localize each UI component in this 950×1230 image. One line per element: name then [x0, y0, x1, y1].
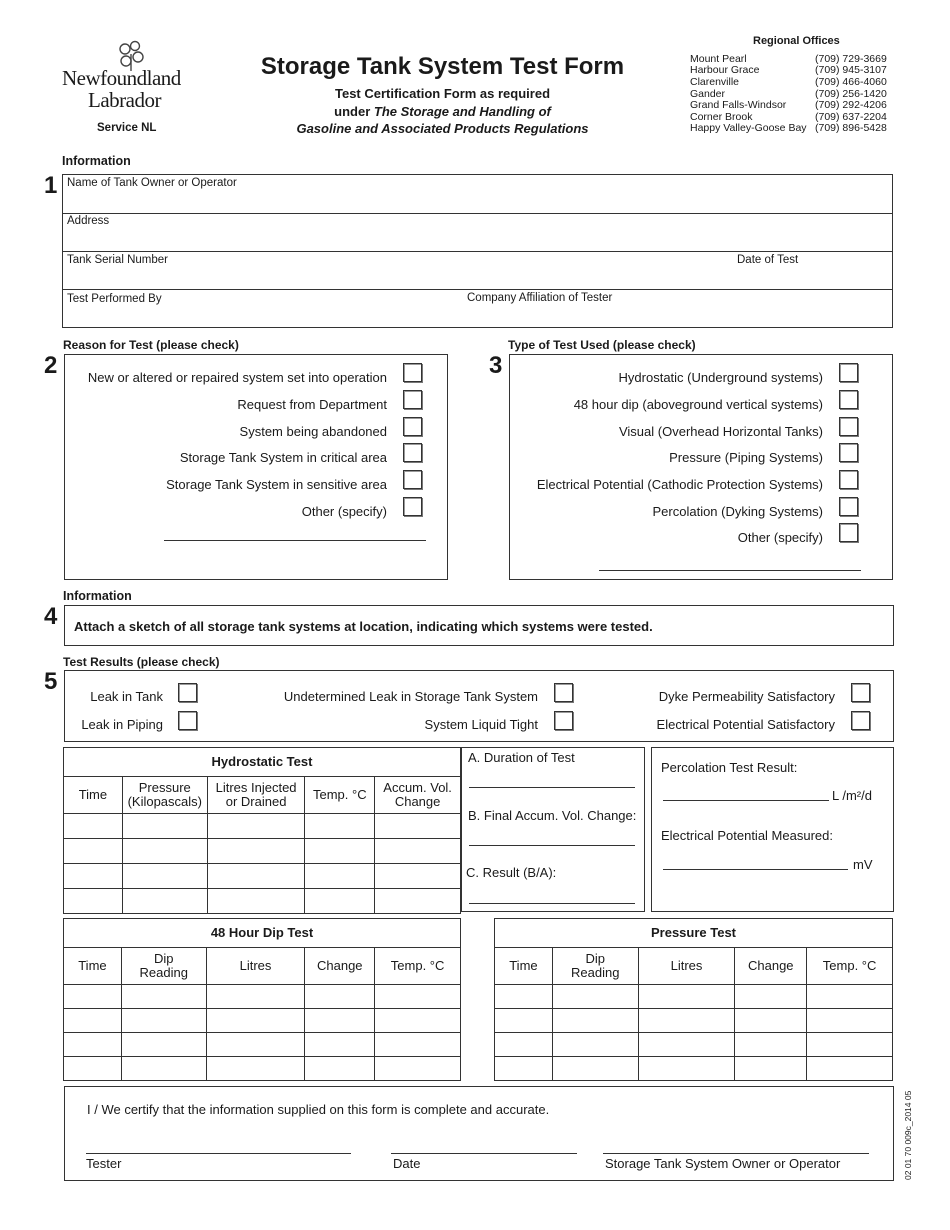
reason-checkbox-other[interactable]: [403, 497, 422, 516]
office-name: Grand Falls-Windsor: [690, 99, 787, 111]
test-type-label: Pressure (Piping Systems): [669, 450, 823, 465]
column-header-line: Accum. Vol.: [383, 780, 452, 795]
sketch-instruction-text: Attach a sketch of all storage tank systems at location, indicating which systems were tested.: [74, 619, 653, 634]
table-cell[interactable]: [305, 864, 375, 889]
table-cell[interactable]: [807, 1033, 893, 1057]
table-row: [64, 889, 461, 914]
duration-line[interactable]: [469, 787, 635, 788]
duration-label: A. Duration of Test: [468, 750, 575, 765]
tester-signature-line[interactable]: [86, 1153, 351, 1154]
table-cell[interactable]: [375, 839, 461, 864]
office-phone: (709) 256-1420: [815, 88, 887, 100]
column-header: Litres: [638, 948, 735, 985]
table-cell[interactable]: [735, 1009, 807, 1033]
regional-offices-heading: Regional Offices: [753, 35, 840, 47]
table-cell[interactable]: [64, 814, 123, 839]
office-name: Happy Valley-Goose Bay: [690, 122, 807, 134]
table-cell[interactable]: [64, 1033, 122, 1057]
reason-label: New or altered or repaired system set into operation: [87, 370, 387, 385]
office-name: Mount Pearl: [690, 53, 747, 65]
table-row: [64, 839, 461, 864]
table-cell[interactable]: [305, 1033, 375, 1057]
table-cell[interactable]: [495, 985, 553, 1009]
column-header: Change: [305, 948, 375, 985]
test-type-label: Other (specify): [737, 530, 823, 545]
logo-line1: Newfoundland: [62, 66, 181, 90]
table-cell[interactable]: [305, 839, 375, 864]
table-cell[interactable]: [122, 814, 207, 839]
office-name: Gander: [690, 88, 726, 100]
table-cell[interactable]: [122, 864, 207, 889]
hydrostatic-test-title: Hydrostatic Test: [64, 748, 461, 777]
test-type-label: Visual (Overhead Horizontal Tanks): [618, 424, 823, 439]
result-label: Leak in Tank: [90, 689, 163, 704]
percolation-line[interactable]: [663, 800, 829, 801]
office-name: Harbour Grace: [690, 64, 760, 76]
table-cell[interactable]: [121, 985, 206, 1009]
reason-checkbox-department[interactable]: [403, 390, 422, 409]
column-header: [552, 948, 638, 985]
test-type-checkbox-pressure[interactable]: [839, 443, 858, 462]
reason-checkbox-abandoned[interactable]: [403, 417, 422, 436]
divider: [62, 213, 893, 214]
table-cell[interactable]: [807, 985, 893, 1009]
table-cell[interactable]: [121, 1033, 206, 1057]
test-type-checkbox-hydrostatic[interactable]: [839, 363, 858, 382]
office-phone: (709) 896-5428: [815, 122, 887, 134]
table-cell[interactable]: [206, 985, 305, 1009]
reason-other-specify-line[interactable]: [164, 540, 426, 541]
owner-name-field[interactable]: Name of Tank Owner or Operator: [67, 177, 237, 189]
column-header: Litres: [206, 948, 305, 985]
form-code: 02 01 70 009c_2014 05: [903, 1090, 913, 1180]
result-label: Dyke Permeability Satisfactory: [658, 689, 835, 704]
result-ba-line[interactable]: [469, 903, 635, 904]
result-ba-label: C. Result (B/A):: [466, 865, 557, 880]
office-phone: (709) 292-4206: [815, 99, 887, 111]
column-header-line: Dip: [585, 951, 606, 966]
table-cell[interactable]: [122, 889, 207, 914]
column-header: Time: [64, 948, 122, 985]
table-cell[interactable]: [64, 864, 123, 889]
column-header-line: Change: [394, 794, 441, 809]
subtitle-1: Test Certification Form as required: [334, 86, 551, 101]
test-type-label: 48 hour dip (aboveground vertical systems): [573, 397, 823, 412]
table-cell[interactable]: [375, 1009, 461, 1033]
column-header: [121, 948, 206, 985]
table-row: [64, 814, 461, 839]
percolation-unit: L /m²/d: [832, 788, 872, 803]
office-name: Corner Brook: [690, 111, 753, 123]
section-3-number: 3: [489, 352, 503, 379]
table-row: [64, 864, 461, 889]
section-2-number: 2: [44, 352, 58, 379]
test-performed-by-field[interactable]: Test Performed By: [67, 293, 162, 305]
final-accum-line[interactable]: [469, 845, 635, 846]
table-cell[interactable]: [305, 985, 375, 1009]
table-cell[interactable]: [495, 1033, 553, 1057]
table-row: [64, 1033, 461, 1057]
table-cell[interactable]: [735, 1057, 807, 1081]
owner-signature-line[interactable]: [603, 1153, 869, 1154]
section-3-heading: Type of Test Used (please check): [508, 338, 696, 352]
table-cell[interactable]: [807, 1057, 893, 1081]
date-of-test-field[interactable]: Date of Test: [737, 254, 799, 266]
section-5-heading: Test Results (please check): [63, 655, 220, 669]
hydrostatic-test-table: [63, 747, 461, 914]
table-row: [495, 985, 893, 1009]
table-cell[interactable]: [638, 1009, 735, 1033]
percolation-label: Percolation Test Result:: [661, 760, 798, 775]
test-type-label: Percolation (Dyking Systems): [652, 504, 823, 519]
reason-box: [64, 354, 448, 580]
table-cell[interactable]: [375, 1033, 461, 1057]
subtitle-3: Gasoline and Associated Products Regulations: [296, 121, 589, 136]
table-cell[interactable]: [207, 814, 305, 839]
table-cell[interactable]: [122, 839, 207, 864]
column-header: [122, 777, 207, 814]
dip-test-table: [63, 918, 461, 1081]
result-checkbox-electrical-potential[interactable]: [851, 711, 870, 730]
column-header-line: or Drained: [225, 794, 287, 809]
column-header: Temp. °C: [305, 777, 375, 814]
table-cell[interactable]: [735, 1033, 807, 1057]
table-cell[interactable]: [552, 985, 638, 1009]
table-cell[interactable]: [207, 839, 305, 864]
table-cell[interactable]: [64, 839, 123, 864]
office-phone: (709) 637-2204: [815, 111, 887, 123]
result-checkbox-liquid-tight[interactable]: [554, 711, 573, 730]
column-header-line: Reading: [139, 965, 188, 980]
table-cell[interactable]: [305, 889, 375, 914]
date-signature-line[interactable]: [391, 1153, 577, 1154]
table-row: [495, 1033, 893, 1057]
section-1-heading: Information: [62, 154, 131, 168]
result-label: Leak in Piping: [81, 717, 163, 732]
section-4-number: 4: [44, 603, 58, 630]
table-cell[interactable]: [206, 1009, 305, 1033]
table-row: [64, 1009, 461, 1033]
tester-label: Tester: [86, 1156, 122, 1171]
column-header: [207, 777, 305, 814]
table-cell[interactable]: [206, 1033, 305, 1057]
result-label: System Liquid Tight: [424, 717, 538, 732]
table-cell[interactable]: [375, 889, 461, 914]
test-type-label: Hydrostatic (Underground systems): [618, 370, 823, 385]
table-cell[interactable]: [64, 889, 123, 914]
table-cell[interactable]: [735, 985, 807, 1009]
column-header-line: Litres Injected: [215, 780, 297, 795]
table-cell[interactable]: [375, 1057, 461, 1081]
reason-label: Request from Department: [237, 397, 387, 412]
result-label: Electrical Potential Satisfactory: [656, 717, 835, 732]
table-cell[interactable]: [375, 864, 461, 889]
table-cell[interactable]: [207, 889, 305, 914]
result-checkbox-leak-piping[interactable]: [178, 711, 197, 730]
section-2-heading: Reason for Test (please check): [63, 338, 239, 352]
test-type-checkbox-percolation[interactable]: [839, 497, 858, 516]
office-phone: (709) 945-3107: [815, 64, 887, 76]
table-row: [495, 1057, 893, 1081]
address-field[interactable]: Address: [67, 215, 110, 227]
pressure-test-table: [494, 918, 893, 1081]
test-type-label: Electrical Potential (Cathodic Protection Systems): [536, 477, 823, 492]
test-type-checkbox-electrical[interactable]: [839, 470, 858, 489]
table-cell[interactable]: [638, 985, 735, 1009]
column-header-line: Reading: [571, 965, 620, 980]
pressure-test-title: Pressure Test: [495, 919, 893, 948]
table-cell[interactable]: [121, 1009, 206, 1033]
table-cell[interactable]: [206, 1057, 305, 1081]
office-phone: (709) 466-4060: [815, 76, 887, 88]
page-title: Storage Tank System Test Form: [260, 53, 625, 80]
section-4-heading: Information: [63, 589, 132, 603]
result-label: Undetermined Leak in Storage Tank System: [283, 689, 538, 704]
table-cell[interactable]: [638, 1057, 735, 1081]
tank-serial-field[interactable]: Tank Serial Number: [67, 254, 168, 266]
column-header: Time: [495, 948, 553, 985]
table-cell[interactable]: [375, 814, 461, 839]
column-header: Change: [735, 948, 807, 985]
reason-label: Storage Tank System in sensitive area: [166, 477, 387, 492]
section-1-number: 1: [44, 172, 58, 199]
certification-statement: I / We certify that the information supplied on this form is complete and accurate.: [87, 1102, 550, 1117]
reason-checkbox-critical[interactable]: [403, 443, 422, 462]
column-header: Temp. °C: [807, 948, 893, 985]
subtitle-2: [245, 104, 640, 119]
table-cell[interactable]: [207, 864, 305, 889]
test-type-other-specify-line[interactable]: [599, 570, 861, 571]
table-cell[interactable]: [638, 1033, 735, 1057]
date-label: Date: [393, 1156, 421, 1171]
company-affiliation-field[interactable]: Company Affiliation of Tester: [467, 292, 613, 304]
column-header-line: (Kilopascals): [127, 794, 202, 809]
duration-box: [461, 747, 645, 912]
test-type-box: [509, 354, 893, 580]
reason-checkbox-sensitive[interactable]: [403, 470, 422, 489]
table-cell[interactable]: [305, 1057, 375, 1081]
column-header-line: Pressure: [138, 780, 191, 795]
electrical-potential-label: Electrical Potential Measured:: [661, 828, 833, 843]
subtitle-2-prefix: under: [334, 104, 374, 119]
reason-label: Other (specify): [301, 504, 387, 519]
test-type-checkbox-dip[interactable]: [839, 390, 858, 409]
result-checkbox-leak-tank[interactable]: [178, 683, 197, 702]
test-type-checkbox-other[interactable]: [839, 523, 858, 542]
logo-line2: Labrador: [88, 88, 161, 112]
column-header: Temp. °C: [375, 948, 461, 985]
column-header-line: Dip: [154, 951, 174, 966]
table-cell[interactable]: [552, 1033, 638, 1057]
final-accum-label: B. Final Accum. Vol. Change:: [468, 808, 637, 823]
divider: [62, 289, 893, 290]
table-cell[interactable]: [552, 1009, 638, 1033]
divider: [62, 251, 893, 252]
electrical-potential-line[interactable]: [663, 869, 848, 870]
table-cell[interactable]: [121, 1057, 206, 1081]
reason-label: Storage Tank System in critical area: [179, 450, 387, 465]
table-cell[interactable]: [305, 1009, 375, 1033]
table-cell[interactable]: [495, 1057, 553, 1081]
office-phone: (709) 729-3669: [815, 53, 887, 65]
column-header: Time: [64, 777, 123, 814]
logo-sub: Service NL: [97, 122, 157, 134]
result-checkbox-undetermined[interactable]: [554, 683, 573, 702]
table-cell[interactable]: [495, 1009, 553, 1033]
result-checkbox-dyke-permeability[interactable]: [851, 683, 870, 702]
electrical-potential-unit: mV: [853, 857, 873, 872]
dip-test-title: 48 Hour Dip Test: [64, 919, 461, 948]
office-name: Clarenville: [690, 76, 740, 88]
table-cell[interactable]: [305, 814, 375, 839]
table-row: [64, 985, 461, 1009]
table-cell[interactable]: [64, 1057, 122, 1081]
owner-label: Storage Tank System Owner or Operator: [605, 1156, 841, 1171]
table-cell[interactable]: [807, 1009, 893, 1033]
table-row: [64, 1057, 461, 1081]
table-row: [495, 1009, 893, 1033]
table-cell[interactable]: [552, 1057, 638, 1081]
table-cell[interactable]: [64, 1009, 122, 1033]
reason-label: System being abandoned: [239, 424, 387, 439]
test-type-checkbox-visual[interactable]: [839, 417, 858, 436]
reason-checkbox-new-system[interactable]: [403, 363, 422, 382]
government-logo: [60, 40, 200, 112]
table-cell[interactable]: [64, 985, 122, 1009]
section-5-number: 5: [44, 668, 58, 695]
column-header: [375, 777, 461, 814]
subtitle-2-italic: The Storage and Handling of: [373, 104, 551, 119]
table-cell[interactable]: [375, 985, 461, 1009]
